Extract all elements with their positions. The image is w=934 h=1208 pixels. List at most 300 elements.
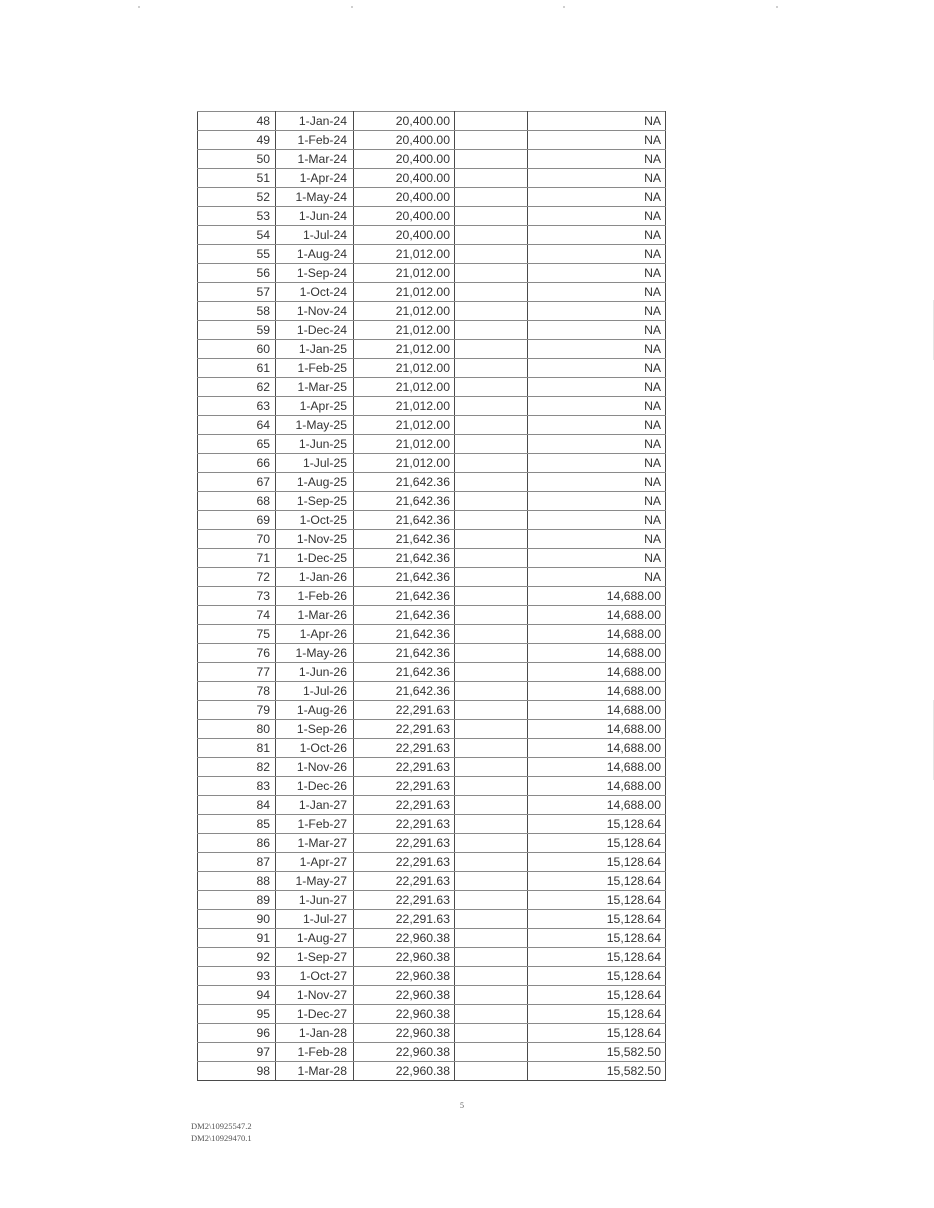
last-amount-cell: NA bbox=[528, 549, 666, 568]
date-cell: 1-Jan-24 bbox=[276, 112, 354, 131]
blank-cell bbox=[455, 435, 528, 454]
amount-cell: 21,642.36 bbox=[354, 530, 455, 549]
row-number-cell: 89 bbox=[198, 891, 276, 910]
row-number-cell: 90 bbox=[198, 910, 276, 929]
row-number-cell: 79 bbox=[198, 701, 276, 720]
blank-cell bbox=[455, 853, 528, 872]
row-number-cell: 92 bbox=[198, 948, 276, 967]
amount-cell: 21,012.00 bbox=[354, 302, 455, 321]
table-row bbox=[198, 1062, 666, 1081]
amount-cell: 21,012.00 bbox=[354, 359, 455, 378]
blank-cell bbox=[455, 188, 528, 207]
row-number-cell: 70 bbox=[198, 530, 276, 549]
table-row bbox=[198, 758, 666, 777]
amount-cell: 21,642.36 bbox=[354, 568, 455, 587]
amount-cell: 22,960.38 bbox=[354, 948, 455, 967]
date-cell: 1-Jan-26 bbox=[276, 568, 354, 587]
last-amount-cell: 15,582.50 bbox=[528, 1043, 666, 1062]
table-row bbox=[198, 359, 666, 378]
blank-cell bbox=[455, 663, 528, 682]
document-ids bbox=[191, 1120, 252, 1144]
date-cell: 1-Jun-26 bbox=[276, 663, 354, 682]
last-amount-cell: 15,128.64 bbox=[528, 910, 666, 929]
blank-cell bbox=[455, 644, 528, 663]
row-number-cell: 50 bbox=[198, 150, 276, 169]
table-row bbox=[198, 834, 666, 853]
amount-cell: 20,400.00 bbox=[354, 112, 455, 131]
amount-cell: 22,960.38 bbox=[354, 986, 455, 1005]
amount-cell: 22,960.38 bbox=[354, 1043, 455, 1062]
amount-cell: 21,012.00 bbox=[354, 283, 455, 302]
date-cell: 1-Aug-25 bbox=[276, 473, 354, 492]
last-amount-cell: 14,688.00 bbox=[528, 701, 666, 720]
row-number-cell: 74 bbox=[198, 606, 276, 625]
date-cell: 1-Mar-28 bbox=[276, 1062, 354, 1081]
date-cell: 1-Feb-28 bbox=[276, 1043, 354, 1062]
blank-cell bbox=[455, 359, 528, 378]
table-row bbox=[198, 815, 666, 834]
amount-cell: 22,291.63 bbox=[354, 777, 455, 796]
table-row bbox=[198, 131, 666, 150]
blank-cell bbox=[455, 1024, 528, 1043]
amount-cell: 22,291.63 bbox=[354, 853, 455, 872]
amount-cell: 22,291.63 bbox=[354, 739, 455, 758]
row-number-cell: 66 bbox=[198, 454, 276, 473]
table-row bbox=[198, 777, 666, 796]
amount-cell: 22,291.63 bbox=[354, 910, 455, 929]
table-row bbox=[198, 682, 666, 701]
row-number-cell: 51 bbox=[198, 169, 276, 188]
last-amount-cell: 14,688.00 bbox=[528, 606, 666, 625]
date-cell: 1-Jun-24 bbox=[276, 207, 354, 226]
blank-cell bbox=[455, 682, 528, 701]
blank-cell bbox=[455, 1005, 528, 1024]
table-body bbox=[198, 112, 666, 1081]
table-row bbox=[198, 1005, 666, 1024]
last-amount-cell: 14,688.00 bbox=[528, 587, 666, 606]
amount-cell: 21,642.36 bbox=[354, 644, 455, 663]
amount-cell: 21,012.00 bbox=[354, 245, 455, 264]
row-number-cell: 98 bbox=[198, 1062, 276, 1081]
last-amount-cell: NA bbox=[528, 530, 666, 549]
last-amount-cell: NA bbox=[528, 150, 666, 169]
last-amount-cell: 15,128.64 bbox=[528, 1005, 666, 1024]
last-amount-cell: NA bbox=[528, 321, 666, 340]
table-row bbox=[198, 663, 666, 682]
last-amount-cell: 15,128.64 bbox=[528, 853, 666, 872]
table-row bbox=[198, 720, 666, 739]
table-row bbox=[198, 739, 666, 758]
amount-cell: 20,400.00 bbox=[354, 188, 455, 207]
amount-cell: 22,960.38 bbox=[354, 1062, 455, 1081]
date-cell: 1-Feb-27 bbox=[276, 815, 354, 834]
last-amount-cell: NA bbox=[528, 188, 666, 207]
blank-cell bbox=[455, 1043, 528, 1062]
table-row bbox=[198, 701, 666, 720]
date-cell: 1-Apr-27 bbox=[276, 853, 354, 872]
table-row bbox=[198, 245, 666, 264]
table-row bbox=[198, 929, 666, 948]
table-row bbox=[198, 530, 666, 549]
amount-cell: 22,960.38 bbox=[354, 1024, 455, 1043]
last-amount-cell: 15,582.50 bbox=[528, 1062, 666, 1081]
last-amount-cell: 15,128.64 bbox=[528, 834, 666, 853]
date-cell: 1-Aug-24 bbox=[276, 245, 354, 264]
row-number-cell: 76 bbox=[198, 644, 276, 663]
blank-cell bbox=[455, 701, 528, 720]
last-amount-cell: NA bbox=[528, 568, 666, 587]
last-amount-cell: NA bbox=[528, 207, 666, 226]
row-number-cell: 63 bbox=[198, 397, 276, 416]
blank-cell bbox=[455, 606, 528, 625]
date-cell: 1-Feb-26 bbox=[276, 587, 354, 606]
table-row bbox=[198, 416, 666, 435]
amount-cell: 21,642.36 bbox=[354, 663, 455, 682]
date-cell: 1-Jan-25 bbox=[276, 340, 354, 359]
blank-cell bbox=[455, 910, 528, 929]
table-row bbox=[198, 378, 666, 397]
row-number-cell: 65 bbox=[198, 435, 276, 454]
row-number-cell: 49 bbox=[198, 131, 276, 150]
amount-cell: 21,642.36 bbox=[354, 587, 455, 606]
blank-cell bbox=[455, 796, 528, 815]
amount-cell: 22,960.38 bbox=[354, 929, 455, 948]
row-number-cell: 81 bbox=[198, 739, 276, 758]
row-number-cell: 73 bbox=[198, 587, 276, 606]
amount-cell: 20,400.00 bbox=[354, 207, 455, 226]
blank-cell bbox=[455, 131, 528, 150]
blank-cell bbox=[455, 834, 528, 853]
table-row bbox=[198, 454, 666, 473]
date-cell: 1-Dec-24 bbox=[276, 321, 354, 340]
table-row bbox=[198, 264, 666, 283]
date-cell: 1-Mar-26 bbox=[276, 606, 354, 625]
date-cell: 1-Feb-25 bbox=[276, 359, 354, 378]
table-row bbox=[198, 967, 666, 986]
table-row bbox=[198, 150, 666, 169]
blank-cell bbox=[455, 777, 528, 796]
date-cell: 1-Jul-27 bbox=[276, 910, 354, 929]
blank-cell bbox=[455, 872, 528, 891]
row-number-cell: 77 bbox=[198, 663, 276, 682]
date-cell: 1-Nov-24 bbox=[276, 302, 354, 321]
scan-artifact bbox=[351, 6, 353, 8]
date-cell: 1-Mar-24 bbox=[276, 150, 354, 169]
blank-cell bbox=[455, 625, 528, 644]
row-number-cell: 62 bbox=[198, 378, 276, 397]
date-cell: 1-Mar-25 bbox=[276, 378, 354, 397]
date-cell: 1-Jun-25 bbox=[276, 435, 354, 454]
row-number-cell: 64 bbox=[198, 416, 276, 435]
last-amount-cell: 14,688.00 bbox=[528, 682, 666, 701]
blank-cell bbox=[455, 929, 528, 948]
table-row bbox=[198, 435, 666, 454]
blank-cell bbox=[455, 891, 528, 910]
table-row bbox=[198, 948, 666, 967]
blank-cell bbox=[455, 112, 528, 131]
row-number-cell: 54 bbox=[198, 226, 276, 245]
blank-cell bbox=[455, 454, 528, 473]
table-row bbox=[198, 283, 666, 302]
amount-cell: 20,400.00 bbox=[354, 169, 455, 188]
last-amount-cell: NA bbox=[528, 245, 666, 264]
row-number-cell: 84 bbox=[198, 796, 276, 815]
date-cell: 1-Aug-27 bbox=[276, 929, 354, 948]
table-row bbox=[198, 321, 666, 340]
table-row bbox=[198, 568, 666, 587]
date-cell: 1-Jul-24 bbox=[276, 226, 354, 245]
date-cell: 1-Oct-27 bbox=[276, 967, 354, 986]
blank-cell bbox=[455, 967, 528, 986]
payment-schedule-table bbox=[197, 111, 666, 1081]
payment-schedule-table-container bbox=[197, 111, 665, 1081]
last-amount-cell: NA bbox=[528, 397, 666, 416]
blank-cell bbox=[455, 530, 528, 549]
amount-cell: 21,012.00 bbox=[354, 435, 455, 454]
table-row bbox=[198, 473, 666, 492]
row-number-cell: 56 bbox=[198, 264, 276, 283]
blank-cell bbox=[455, 587, 528, 606]
date-cell: 1-Sep-26 bbox=[276, 720, 354, 739]
last-amount-cell: 15,128.64 bbox=[528, 929, 666, 948]
date-cell: 1-Dec-27 bbox=[276, 1005, 354, 1024]
blank-cell bbox=[455, 416, 528, 435]
row-number-cell: 57 bbox=[198, 283, 276, 302]
table-row bbox=[198, 188, 666, 207]
table-row bbox=[198, 796, 666, 815]
date-cell: 1-Dec-26 bbox=[276, 777, 354, 796]
blank-cell bbox=[455, 473, 528, 492]
table-row bbox=[198, 606, 666, 625]
last-amount-cell: 14,688.00 bbox=[528, 720, 666, 739]
date-cell: 1-Apr-26 bbox=[276, 625, 354, 644]
row-number-cell: 96 bbox=[198, 1024, 276, 1043]
last-amount-cell: NA bbox=[528, 131, 666, 150]
blank-cell bbox=[455, 815, 528, 834]
row-number-cell: 93 bbox=[198, 967, 276, 986]
blank-cell bbox=[455, 340, 528, 359]
table-row bbox=[198, 340, 666, 359]
amount-cell: 20,400.00 bbox=[354, 150, 455, 169]
date-cell: 1-Mar-27 bbox=[276, 834, 354, 853]
last-amount-cell: 14,688.00 bbox=[528, 758, 666, 777]
date-cell: 1-Nov-25 bbox=[276, 530, 354, 549]
last-amount-cell: 15,128.64 bbox=[528, 891, 666, 910]
scan-artifact bbox=[563, 6, 565, 8]
blank-cell bbox=[455, 321, 528, 340]
last-amount-cell: 14,688.00 bbox=[528, 663, 666, 682]
amount-cell: 22,960.38 bbox=[354, 967, 455, 986]
last-amount-cell: 15,128.64 bbox=[528, 948, 666, 967]
amount-cell: 22,291.63 bbox=[354, 834, 455, 853]
blank-cell bbox=[455, 720, 528, 739]
row-number-cell: 85 bbox=[198, 815, 276, 834]
last-amount-cell: 14,688.00 bbox=[528, 796, 666, 815]
row-number-cell: 94 bbox=[198, 986, 276, 1005]
blank-cell bbox=[455, 511, 528, 530]
row-number-cell: 95 bbox=[198, 1005, 276, 1024]
table-row bbox=[198, 112, 666, 131]
amount-cell: 22,291.63 bbox=[354, 872, 455, 891]
table-row bbox=[198, 302, 666, 321]
document-id: DM2\10925547.2 bbox=[191, 1121, 252, 1131]
table-row bbox=[198, 207, 666, 226]
last-amount-cell: NA bbox=[528, 511, 666, 530]
blank-cell bbox=[455, 549, 528, 568]
date-cell: 1-Aug-26 bbox=[276, 701, 354, 720]
row-number-cell: 48 bbox=[198, 112, 276, 131]
date-cell: 1-Oct-25 bbox=[276, 511, 354, 530]
table-row bbox=[198, 853, 666, 872]
row-number-cell: 87 bbox=[198, 853, 276, 872]
date-cell: 1-Jun-27 bbox=[276, 891, 354, 910]
table-row bbox=[198, 986, 666, 1005]
amount-cell: 21,012.00 bbox=[354, 321, 455, 340]
last-amount-cell: 14,688.00 bbox=[528, 644, 666, 663]
row-number-cell: 69 bbox=[198, 511, 276, 530]
blank-cell bbox=[455, 948, 528, 967]
last-amount-cell: NA bbox=[528, 340, 666, 359]
blank-cell bbox=[455, 397, 528, 416]
row-number-cell: 52 bbox=[198, 188, 276, 207]
table-row bbox=[198, 587, 666, 606]
amount-cell: 22,291.63 bbox=[354, 758, 455, 777]
blank-cell bbox=[455, 302, 528, 321]
row-number-cell: 86 bbox=[198, 834, 276, 853]
last-amount-cell: 15,128.64 bbox=[528, 872, 666, 891]
amount-cell: 21,012.00 bbox=[354, 416, 455, 435]
amount-cell: 22,291.63 bbox=[354, 796, 455, 815]
row-number-cell: 97 bbox=[198, 1043, 276, 1062]
blank-cell bbox=[455, 283, 528, 302]
row-number-cell: 67 bbox=[198, 473, 276, 492]
blank-cell bbox=[455, 207, 528, 226]
row-number-cell: 61 bbox=[198, 359, 276, 378]
amount-cell: 21,012.00 bbox=[354, 397, 455, 416]
amount-cell: 21,642.36 bbox=[354, 625, 455, 644]
amount-cell: 21,642.36 bbox=[354, 492, 455, 511]
date-cell: 1-Dec-25 bbox=[276, 549, 354, 568]
last-amount-cell: 15,128.64 bbox=[528, 986, 666, 1005]
table-row bbox=[198, 872, 666, 891]
scan-artifact bbox=[776, 6, 778, 8]
blank-cell bbox=[455, 226, 528, 245]
amount-cell: 22,291.63 bbox=[354, 891, 455, 910]
last-amount-cell: NA bbox=[528, 492, 666, 511]
amount-cell: 21,012.00 bbox=[354, 378, 455, 397]
date-cell: 1-Sep-24 bbox=[276, 264, 354, 283]
date-cell: 1-Jan-27 bbox=[276, 796, 354, 815]
blank-cell bbox=[455, 150, 528, 169]
table-row bbox=[198, 549, 666, 568]
row-number-cell: 55 bbox=[198, 245, 276, 264]
row-number-cell: 59 bbox=[198, 321, 276, 340]
date-cell: 1-Sep-27 bbox=[276, 948, 354, 967]
last-amount-cell: 15,128.64 bbox=[528, 1024, 666, 1043]
amount-cell: 21,642.36 bbox=[354, 473, 455, 492]
date-cell: 1-Apr-25 bbox=[276, 397, 354, 416]
document-id: DM2\10929470.1 bbox=[191, 1133, 252, 1143]
amount-cell: 21,642.36 bbox=[354, 549, 455, 568]
date-cell: 1-Nov-26 bbox=[276, 758, 354, 777]
table-row bbox=[198, 1043, 666, 1062]
last-amount-cell: NA bbox=[528, 169, 666, 188]
last-amount-cell: NA bbox=[528, 378, 666, 397]
table-row bbox=[198, 1024, 666, 1043]
amount-cell: 21,642.36 bbox=[354, 511, 455, 530]
date-cell: 1-Sep-25 bbox=[276, 492, 354, 511]
date-cell: 1-Apr-24 bbox=[276, 169, 354, 188]
row-number-cell: 83 bbox=[198, 777, 276, 796]
amount-cell: 21,012.00 bbox=[354, 340, 455, 359]
table-row bbox=[198, 644, 666, 663]
table-row bbox=[198, 169, 666, 188]
amount-cell: 20,400.00 bbox=[354, 131, 455, 150]
table-row bbox=[198, 511, 666, 530]
last-amount-cell: NA bbox=[528, 435, 666, 454]
last-amount-cell: NA bbox=[528, 112, 666, 131]
last-amount-cell: NA bbox=[528, 226, 666, 245]
last-amount-cell: NA bbox=[528, 359, 666, 378]
row-number-cell: 78 bbox=[198, 682, 276, 701]
blank-cell bbox=[455, 986, 528, 1005]
scan-artifact bbox=[138, 6, 140, 8]
blank-cell bbox=[455, 758, 528, 777]
row-number-cell: 80 bbox=[198, 720, 276, 739]
table-row bbox=[198, 492, 666, 511]
page-number: 5 bbox=[460, 1101, 464, 1110]
row-number-cell: 53 bbox=[198, 207, 276, 226]
date-cell: 1-Jul-26 bbox=[276, 682, 354, 701]
amount-cell: 22,291.63 bbox=[354, 701, 455, 720]
date-cell: 1-Nov-27 bbox=[276, 986, 354, 1005]
last-amount-cell: NA bbox=[528, 302, 666, 321]
date-cell: 1-May-27 bbox=[276, 872, 354, 891]
date-cell: 1-Jan-28 bbox=[276, 1024, 354, 1043]
last-amount-cell: NA bbox=[528, 283, 666, 302]
table-row bbox=[198, 625, 666, 644]
row-number-cell: 88 bbox=[198, 872, 276, 891]
date-cell: 1-Oct-24 bbox=[276, 283, 354, 302]
blank-cell bbox=[455, 568, 528, 587]
row-number-cell: 75 bbox=[198, 625, 276, 644]
row-number-cell: 71 bbox=[198, 549, 276, 568]
last-amount-cell: 14,688.00 bbox=[528, 739, 666, 758]
amount-cell: 22,291.63 bbox=[354, 815, 455, 834]
amount-cell: 20,400.00 bbox=[354, 226, 455, 245]
date-cell: 1-Feb-24 bbox=[276, 131, 354, 150]
amount-cell: 22,960.38 bbox=[354, 1005, 455, 1024]
date-cell: 1-Oct-26 bbox=[276, 739, 354, 758]
blank-cell bbox=[455, 1062, 528, 1081]
row-number-cell: 82 bbox=[198, 758, 276, 777]
blank-cell bbox=[455, 739, 528, 758]
table-row bbox=[198, 891, 666, 910]
date-cell: 1-May-24 bbox=[276, 188, 354, 207]
blank-cell bbox=[455, 264, 528, 283]
table-row bbox=[198, 226, 666, 245]
last-amount-cell: NA bbox=[528, 454, 666, 473]
blank-cell bbox=[455, 169, 528, 188]
last-amount-cell: NA bbox=[528, 416, 666, 435]
amount-cell: 21,012.00 bbox=[354, 264, 455, 283]
last-amount-cell: NA bbox=[528, 473, 666, 492]
date-cell: 1-May-25 bbox=[276, 416, 354, 435]
row-number-cell: 58 bbox=[198, 302, 276, 321]
row-number-cell: 72 bbox=[198, 568, 276, 587]
amount-cell: 21,642.36 bbox=[354, 606, 455, 625]
amount-cell: 21,642.36 bbox=[354, 682, 455, 701]
